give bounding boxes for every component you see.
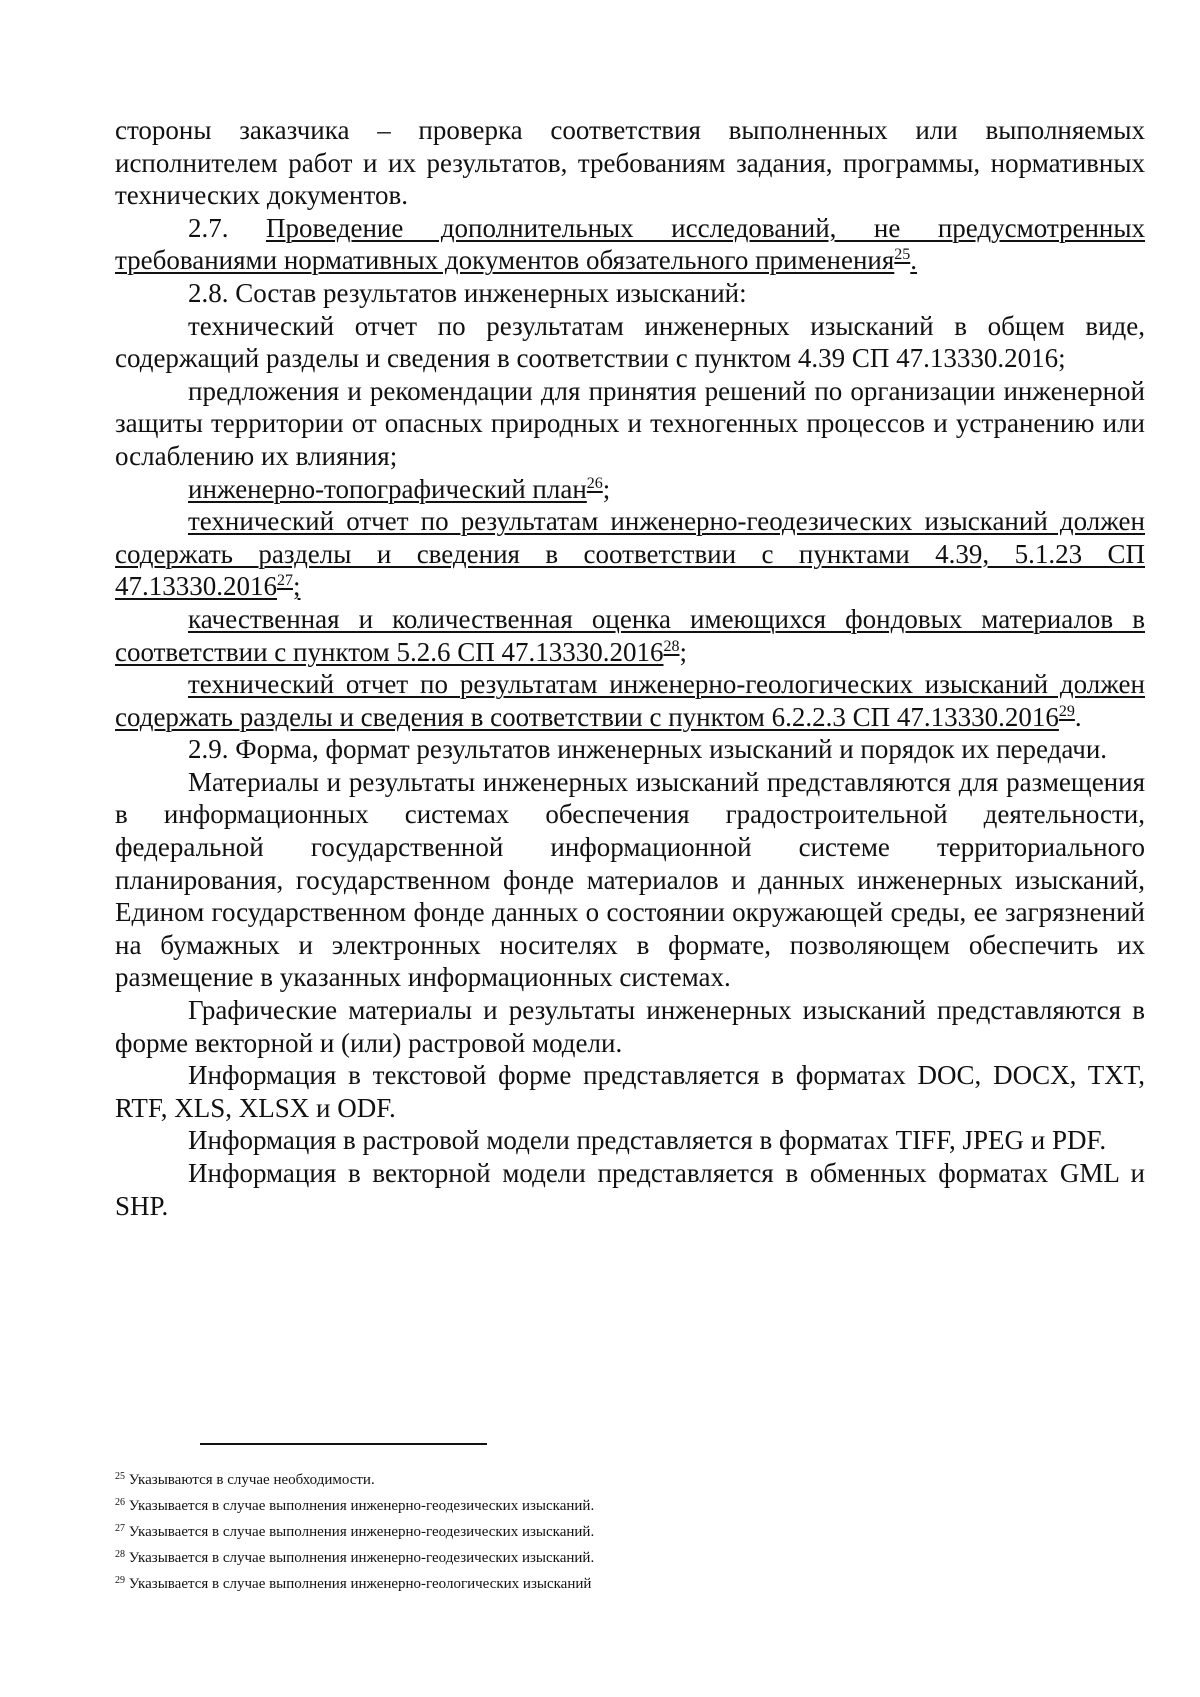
paragraph — [115, 1124, 1145, 1157]
paragraph — [115, 277, 1145, 310]
paragraph — [115, 473, 1145, 506]
footnote-text: Указываются в случае необходимости. — [125, 1472, 375, 1488]
paragraph — [115, 310, 1145, 375]
text-run: Информация в растровой модели представляется в форматах TIFF, JPEG и PDF. — [188, 1125, 1107, 1156]
text-run: . — [1074, 701, 1082, 732]
footnote-number: 27 — [115, 1523, 125, 1534]
footnote-number: 25 — [115, 1471, 125, 1482]
paragraph — [115, 994, 1145, 1059]
text-run: стороны заказчика – проверка соответствия выполненных или выполняемых исполнителем работ и их результатов, требованиям задания, программы, нормативных технических документов. — [115, 115, 1145, 211]
paragraph — [115, 668, 1145, 733]
text-run: технический отчет по результатам инженерных изысканий в общем виде, содержащий разделы и сведения в соответствии с пунктом 4.39 СП 47.13330.2016; — [115, 310, 1145, 374]
footnote-reference: 26 — [586, 474, 603, 492]
paragraph — [115, 603, 1145, 668]
footnote-number: 29 — [115, 1575, 125, 1586]
paragraph — [115, 733, 1145, 766]
footnotes — [115, 1467, 1145, 1597]
text-run: технический отчет по результатам инженерно-геологических изысканий должен содержать разделы и сведения в соответствии с пунктом 6.2.2.3 СП 47.13330.2016 — [115, 669, 1145, 732]
footnote — [115, 1571, 1145, 1597]
text-run: ; — [293, 571, 301, 602]
footnote-text: Указывается в случае выполнения инженерно-геологических изысканий — [125, 1576, 592, 1592]
text-run: 2.7. — [188, 212, 266, 243]
footnote — [115, 1467, 1145, 1493]
footnote-number: 26 — [115, 1497, 125, 1508]
footnote-reference: 28 — [663, 637, 680, 655]
footnote-separator — [200, 1443, 487, 1445]
paragraph — [115, 505, 1145, 603]
paragraph — [115, 766, 1145, 994]
paragraph — [115, 1059, 1145, 1124]
text-run: Материалы и результаты инженерных изысканий представляются для размещения в информационных системах обеспечения градостроительной деятельности, федеральной государственной информационной системе территориального планирования, государственном фонде материалов и данных инженерных изысканий, Едином государственном фонде данных о состоянии окружающей среды, ее загрязнений на бумажных и электронных носителях в формате, позволяющем обеспечить их размещение в указанных информационных системах. — [115, 766, 1145, 993]
text-run: 2.9. Форма, формат результатов инженерных изысканий и порядок их передачи. — [188, 734, 1108, 765]
text-run: Графические материалы и результаты инженерных изысканий представляются в форме векторной и (или) растровой модели. — [115, 995, 1145, 1058]
footnote — [115, 1493, 1145, 1519]
footnote — [115, 1545, 1145, 1571]
text-run: ; — [602, 473, 611, 504]
text-run: Проведение дополнительных исследований, не предусмотренных требованиями нормативных документов обязательного применения — [115, 212, 1146, 276]
text-run: инженерно-топографический план — [188, 473, 587, 504]
text-run: технический отчет по результатам инженерно-геодезических изысканий должен содержать разделы и сведения в соответствии с пунктами 4.39, 5.1.23 СП 47.13330.2016 — [115, 506, 1145, 602]
text-run: качественная и количественная оценка имеющихся фондовых материалов в соответствии с пунктом 5.2.6 СП 47.13330.2016 — [115, 603, 1145, 667]
footnote-reference: 25 — [894, 246, 911, 264]
footnote-text: Указывается в случае выполнения инженерно-геодезических изысканий. — [125, 1498, 595, 1514]
text-run: . — [910, 245, 918, 276]
text-run: ; — [679, 636, 687, 667]
document-body — [115, 114, 1145, 1222]
footnote — [115, 1519, 1145, 1545]
paragraph — [115, 212, 1145, 277]
paragraph — [115, 375, 1145, 473]
footnote-reference: 27 — [277, 572, 293, 590]
text-run: Информация в текстовой форме представляется в форматах DOC, DOCX, TXT, RTF, XLS, XLSX и ODF. — [115, 1060, 1145, 1123]
paragraph — [115, 114, 1145, 212]
footnote-text: Указывается в случае выполнения инженерно-геодезических изысканий. — [125, 1550, 595, 1566]
text-run: 2.8. Состав результатов инженерных изысканий: — [188, 277, 747, 308]
footnote-reference: 29 — [1058, 702, 1075, 720]
footnote-text: Указывается в случае выполнения инженерно-геодезических изысканий. — [125, 1524, 595, 1540]
footnote-number: 28 — [115, 1549, 125, 1560]
text-run: предложения и рекомендации для принятия решений по организации инженерной защиты территории от опасных природных и техногенных процессов и устранению или ослаблению их влияния; — [115, 375, 1145, 471]
paragraph — [115, 1157, 1145, 1222]
text-run: Информация в векторной модели представляется в обменных форматах GML и SHP. — [115, 1158, 1145, 1221]
